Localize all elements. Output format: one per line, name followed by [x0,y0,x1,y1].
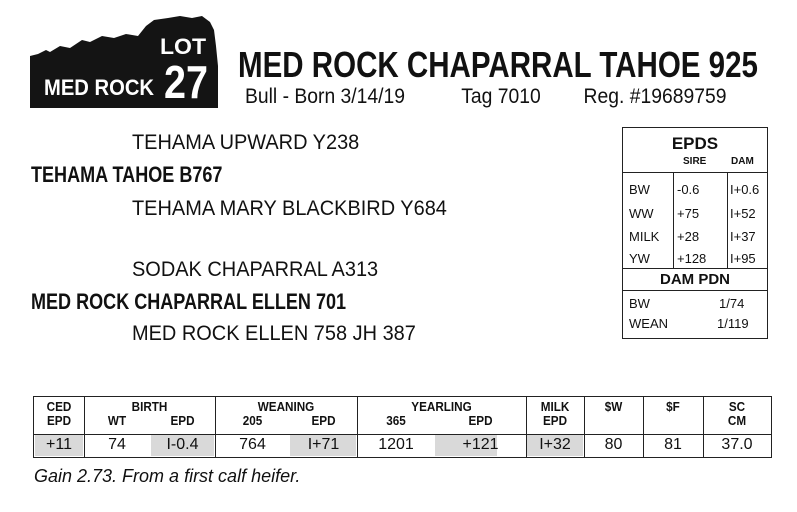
hdr-birth-epd: EPD [170,413,195,428]
footnote: Gain 2.73. From a first calf heifer. [34,466,301,486]
dam-dam: MED ROCK ELLEN 758 JH 387 [132,322,416,345]
val-milk: I+32 [539,436,571,453]
val-sf: 81 [664,436,682,453]
epds-box: EPDS SIRE DAM BW -0.6 I+0.6 WW +75 I+52 MILK +28 I+37 YW +128 I+95 DAM PDN BW 1/74 WEAN 1/119 [622,127,768,339]
hdr-milk: MILK EPD [540,399,570,428]
sire-sire: TEHAMA UPWARD Y238 [132,131,360,154]
registration-number: Reg. #19689759 [583,85,727,108]
val-ced: +11 [46,436,72,453]
val-year-365: 1201 [378,436,414,453]
val-wean-205: 764 [239,436,266,453]
hdr-weaning: WEANING [257,399,315,414]
epds-col-dam: DAM [731,156,754,167]
type-born: Bull - Born 3/14/19 [245,85,406,108]
hdr-sf: $F [666,399,680,414]
tag-number: Tag 7010 [461,85,541,108]
performance-table [33,396,772,458]
val-wean-epd: I+71 [307,436,340,453]
hdr-birth-wt: WT [107,413,127,428]
sire-dam: TEHAMA MARY BLACKBIRD Y684 [132,197,447,220]
hdr-wean-epd: EPD [311,413,336,428]
hdr-year-365: 365 [386,413,406,428]
animal-title: MED ROCK CHAPARRAL TAHOE 925 [238,44,758,85]
hdr-yearling: YEARLING [411,399,472,414]
epds-title: EPDS [671,134,719,153]
dam-sire: SODAK CHAPARRAL A313 [132,258,379,281]
val-sc: 37.0 [721,436,753,453]
hdr-ced: CED EPD [46,399,72,428]
val-year-epd: +121 [462,436,499,453]
lot-label: LOT [160,34,207,59]
dam: MED ROCK CHAPARRAL ELLEN 701 [31,289,347,314]
logo-brand-text: MED ROCK [44,75,155,100]
hdr-sc: SC CM [727,399,747,428]
lot-number: 27 [164,56,208,108]
dam-pdn-title: DAM PDN [660,271,730,288]
hdr-sw: $W [604,399,623,414]
sire: TEHAMA TAHOE B767 [31,162,223,187]
hdr-year-epd: EPD [468,413,493,428]
med-rock-logo [30,16,218,108]
animal-subline [245,85,726,109]
epds-col-sire: SIRE [683,156,707,167]
val-birth-epd: I-0.4 [166,436,199,453]
val-birth-wt: 74 [108,436,126,453]
hdr-wean-205: 205 [242,413,263,428]
hdr-birth: BIRTH [131,399,168,414]
val-sw: 80 [604,436,623,453]
